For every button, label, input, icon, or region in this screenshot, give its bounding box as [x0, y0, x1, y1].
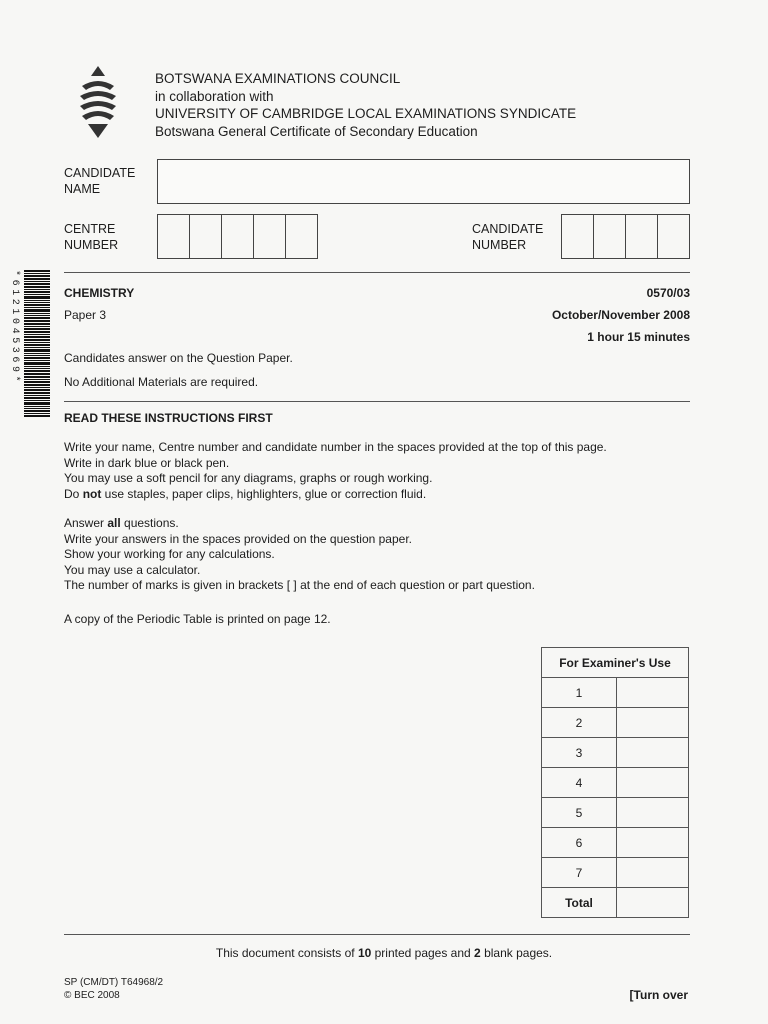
answer-note: Candidates answer on the Question Paper. [64, 351, 293, 365]
paper-number: Paper 3 [64, 308, 107, 322]
page-count-note: This document consists of 10 printed pages and 2 blank pages. [215, 946, 553, 960]
candidate-number-cell[interactable] [562, 215, 594, 258]
mark-cell [617, 768, 689, 798]
centre-number-cell[interactable] [222, 215, 254, 258]
council-name: BOTSWANA EXAMINATIONS COUNCIL [155, 71, 401, 86]
candidate-number-cell[interactable] [594, 215, 626, 258]
paper-code: 0570/03 [646, 286, 690, 300]
mark-cell [617, 798, 689, 828]
instruction-line: Show your working for any calculations. [64, 547, 275, 562]
question-number: 7 [542, 858, 617, 888]
periodic-table-note: A copy of the Periodic Table is printed on page 12. [64, 612, 331, 626]
mark-cell [617, 708, 689, 738]
instruction-line: You may use a soft pencil for any diagrams, graphs or rough working. [64, 471, 433, 486]
mark-cell [617, 738, 689, 768]
instruction-line: Answer all questions. [64, 516, 179, 530]
divider-top [64, 272, 690, 273]
duration: 1 hour 15 minutes [587, 330, 690, 344]
syndicate-name: UNIVERSITY OF CAMBRIDGE LOCAL EXAMINATIONS SYNDICATE [155, 106, 577, 121]
instructions-block-2 [64, 516, 535, 594]
candidate-number-boxes[interactable] [561, 214, 690, 259]
question-number: 5 [542, 798, 617, 828]
centre-number-cell[interactable] [254, 215, 286, 258]
centre-number-label-1: CENTRE [64, 222, 116, 236]
total-mark-cell [617, 888, 689, 918]
mark-cell [617, 678, 689, 708]
document-reference: SP (CM/DT) T64968/2 [64, 977, 164, 988]
mark-cell [617, 858, 689, 888]
candidate-name-box[interactable] [157, 159, 690, 204]
question-number: 4 [542, 768, 617, 798]
question-number: 6 [542, 828, 617, 858]
divider-bottom [64, 934, 690, 935]
instruction-line: You may use a calculator. [64, 562, 201, 577]
instruction-line: Write your answers in the spaces provided on the question paper. [64, 531, 412, 546]
certificate-name: Botswana General Certificate of Secondary Education [155, 124, 478, 139]
candidate-name-label-2: NAME [64, 182, 101, 196]
materials-note: No Additional Materials are required. [64, 375, 259, 389]
turn-over: [Turn over [629, 988, 688, 1002]
instructions-heading: READ THESE INSTRUCTIONS FIRST [64, 411, 273, 425]
examiner-use-heading: For Examiner's Use [542, 648, 689, 678]
barcode-text: *6121045369* [9, 270, 20, 386]
mark-cell [617, 828, 689, 858]
candidate-name-label-1: CANDIDATE [64, 166, 136, 180]
candidate-number-label-2: NUMBER [472, 238, 527, 252]
question-number: 2 [542, 708, 617, 738]
candidate-number-label-1: CANDIDATE [472, 222, 544, 236]
question-number: 3 [542, 738, 617, 768]
centre-number-cell[interactable] [158, 215, 190, 258]
exam-session: October/November 2008 [551, 308, 690, 322]
question-number: 1 [542, 678, 617, 708]
instruction-line: Do not use staples, paper clips, highlighters, glue or correction fluid. [64, 486, 427, 501]
divider-mid [64, 401, 690, 402]
instruction-line: Write your name, Centre number and candidate number in the spaces provided at the top of this page. [64, 440, 607, 454]
centre-number-label-2: NUMBER [64, 238, 119, 252]
barcode [24, 270, 50, 418]
centre-number-cell[interactable] [190, 215, 222, 258]
examiner-use-table [541, 647, 689, 918]
centre-number-boxes[interactable] [157, 214, 318, 259]
instruction-line: Write in dark blue or black pen. [64, 455, 230, 470]
copyright: © BEC 2008 [64, 990, 120, 1001]
instruction-line: The number of marks is given in brackets [ ] at the end of each question or part question. [64, 578, 535, 593]
subject: CHEMISTRY [64, 286, 135, 300]
collaboration-text: in collaboration with [155, 89, 274, 104]
bec-logo [78, 66, 118, 140]
total-label: Total [542, 888, 617, 918]
centre-number-cell[interactable] [286, 215, 317, 258]
candidate-number-cell[interactable] [626, 215, 658, 258]
candidate-number-cell[interactable] [658, 215, 689, 258]
instructions-block-1 [64, 440, 607, 502]
barcode-number [6, 270, 24, 410]
